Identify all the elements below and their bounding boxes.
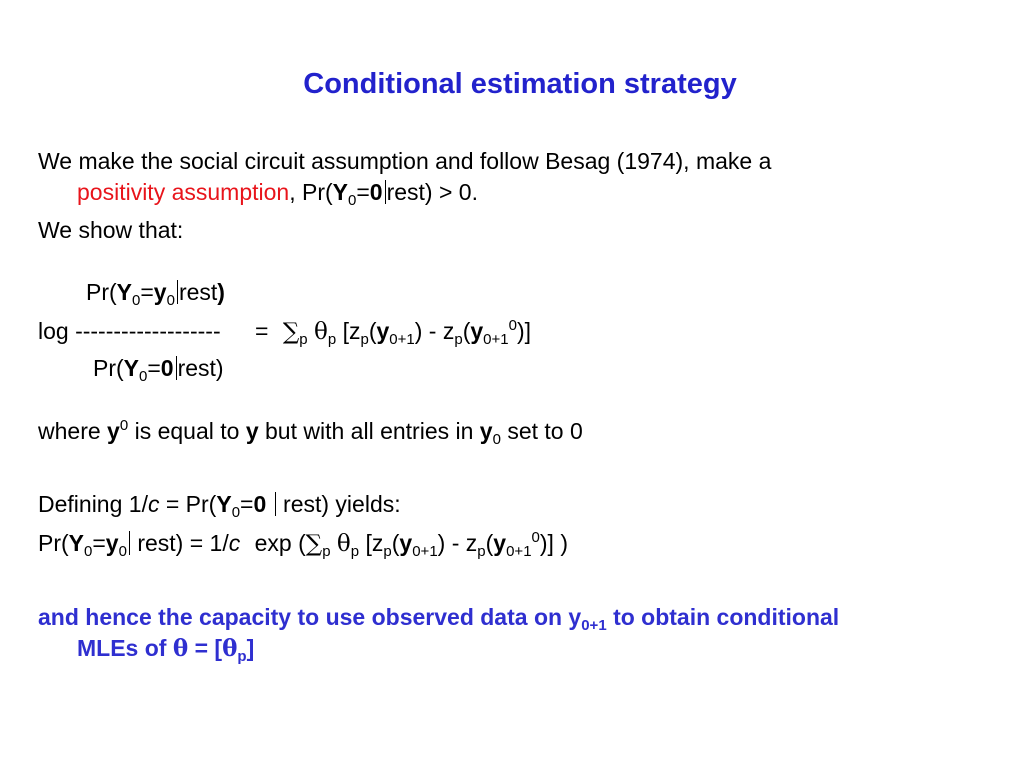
theta-symbol: θ bbox=[172, 635, 189, 662]
pr-open: Pr( bbox=[86, 279, 117, 305]
where-mid: is equal to bbox=[134, 418, 240, 444]
fraction-denominator bbox=[93, 355, 224, 385]
sub-01: 0+1 bbox=[581, 617, 607, 634]
sub-p: p bbox=[383, 543, 392, 560]
sup-0: 0 bbox=[531, 529, 540, 546]
sub-0: 0 bbox=[348, 192, 357, 209]
theta-symbol: θ bbox=[222, 635, 238, 662]
exp-open: exp ( bbox=[254, 530, 306, 556]
bullet-1-line-2: positivity assumption, $Pr(Y_0=0$ rest) > 0. bbox=[77, 179, 478, 209]
rest: rest bbox=[178, 279, 218, 305]
theta-symbol: θ bbox=[313, 319, 328, 345]
log-line bbox=[38, 317, 532, 348]
open-paren: ( bbox=[485, 530, 494, 556]
conditional-bar bbox=[177, 280, 178, 304]
defining-line bbox=[38, 491, 401, 521]
var-y: y bbox=[153, 279, 167, 305]
sup-0: 0 bbox=[508, 317, 517, 334]
sub-p: p bbox=[350, 543, 360, 560]
sub-0: 0 bbox=[118, 543, 127, 560]
pr-open: Pr( bbox=[38, 530, 69, 556]
minus-z: ) - z bbox=[414, 318, 455, 344]
sub-01: 0+1 bbox=[483, 331, 509, 348]
var-y: y bbox=[399, 530, 413, 556]
bullet-1-line-1: We make the social circuit assumption and follow Besag (1974), make a bbox=[38, 148, 772, 174]
var-Y: Y bbox=[123, 355, 140, 381]
rest-close: rest) bbox=[177, 355, 224, 381]
sub-p: p bbox=[299, 331, 308, 348]
close-paren: ) bbox=[217, 279, 225, 305]
defining-eq: = Pr( bbox=[165, 491, 217, 517]
var-y: y bbox=[105, 530, 119, 556]
var-y: y bbox=[470, 318, 484, 344]
sub-p: p bbox=[477, 543, 486, 560]
conclusion-post: to obtain conditional bbox=[613, 604, 840, 630]
open-paren: ( bbox=[368, 318, 377, 344]
where-mid2: but with all entries in bbox=[265, 418, 474, 444]
equals: = bbox=[240, 491, 254, 517]
sub-01: 0+1 bbox=[412, 543, 438, 560]
pr-open: Pr( bbox=[93, 355, 124, 381]
defining-pre: Defining 1/ bbox=[38, 491, 148, 517]
sub-p: p bbox=[360, 331, 369, 348]
probability-line bbox=[38, 529, 568, 560]
bracket-z: [z bbox=[365, 530, 384, 556]
equals: = bbox=[356, 179, 370, 205]
log-fraction-bar: log ------------------- bbox=[38, 318, 221, 344]
var-Y: Y bbox=[332, 179, 348, 205]
sub-p: p bbox=[454, 331, 463, 348]
var-y: y bbox=[493, 530, 507, 556]
sub-p: p bbox=[322, 543, 331, 560]
fraction-numerator bbox=[86, 279, 225, 309]
sup-0: 0 bbox=[119, 417, 129, 434]
zero-vector: 0 bbox=[160, 355, 174, 381]
defining-end: rest) yields: bbox=[283, 491, 401, 517]
positivity-assumption: positivity assumption bbox=[77, 179, 290, 205]
sum-symbol: ∑ bbox=[282, 319, 300, 345]
conclusion-line-1 bbox=[38, 604, 840, 634]
conditional-bar bbox=[176, 356, 177, 380]
equals: = bbox=[92, 530, 106, 556]
sub-01: 0+1 bbox=[506, 543, 532, 560]
eq-bracket: = [ bbox=[194, 635, 223, 661]
rest-tail: rest) > 0. bbox=[386, 179, 478, 205]
sub-0: 0 bbox=[231, 504, 241, 521]
var-c: c bbox=[228, 530, 241, 556]
slide-title: Conditional estimation strategy bbox=[303, 68, 737, 100]
close-bracket: )] ) bbox=[539, 530, 568, 556]
where-end: set to 0 bbox=[507, 418, 583, 444]
sub-0: 0 bbox=[132, 292, 141, 309]
sub-0: 0 bbox=[166, 292, 175, 309]
var-Y: Y bbox=[68, 530, 85, 556]
bracket-z: [z bbox=[342, 318, 361, 344]
zero-vector: 0 bbox=[369, 179, 383, 205]
mles-of: MLEs of bbox=[77, 635, 167, 661]
pr-open: Pr( bbox=[301, 179, 333, 205]
we-show-that: We show that: bbox=[38, 217, 184, 243]
conclusion-pre: and hence the capacity to use observed data on y bbox=[38, 604, 582, 630]
where-line bbox=[38, 417, 583, 448]
conditional-bar bbox=[275, 492, 276, 516]
conclusion-line-2 bbox=[77, 635, 255, 665]
var-y: y bbox=[107, 418, 120, 444]
sum-symbol: ∑ bbox=[305, 531, 323, 557]
sub-0: 0 bbox=[84, 543, 93, 560]
sub-01: 0+1 bbox=[389, 331, 415, 348]
theta-symbol: θ bbox=[336, 531, 351, 557]
conditional-bar bbox=[385, 180, 386, 204]
sub-p: p bbox=[237, 648, 247, 665]
var-Y: Y bbox=[216, 491, 232, 517]
var-y: y bbox=[245, 418, 259, 444]
zero-vector: 0 bbox=[253, 491, 267, 517]
var-c: c bbox=[147, 491, 160, 517]
minus-z: ) - z bbox=[437, 530, 478, 556]
close-bracket: ] bbox=[246, 635, 255, 661]
sub-0: 0 bbox=[139, 368, 148, 385]
equals: = bbox=[255, 318, 269, 344]
var-Y: Y bbox=[116, 279, 133, 305]
pr-mid: rest) = 1/ bbox=[137, 530, 229, 556]
var-y: y bbox=[479, 418, 493, 444]
where-text: where bbox=[38, 418, 101, 444]
var-y: y bbox=[376, 318, 390, 344]
open-paren: ( bbox=[391, 530, 400, 556]
equals: = bbox=[140, 279, 154, 305]
sub-p: p bbox=[327, 331, 337, 348]
open-paren: ( bbox=[462, 318, 471, 344]
close-bracket: )] bbox=[516, 318, 532, 344]
equals: = bbox=[147, 355, 161, 381]
conditional-bar bbox=[129, 531, 130, 555]
sub-0: 0 bbox=[492, 431, 501, 448]
